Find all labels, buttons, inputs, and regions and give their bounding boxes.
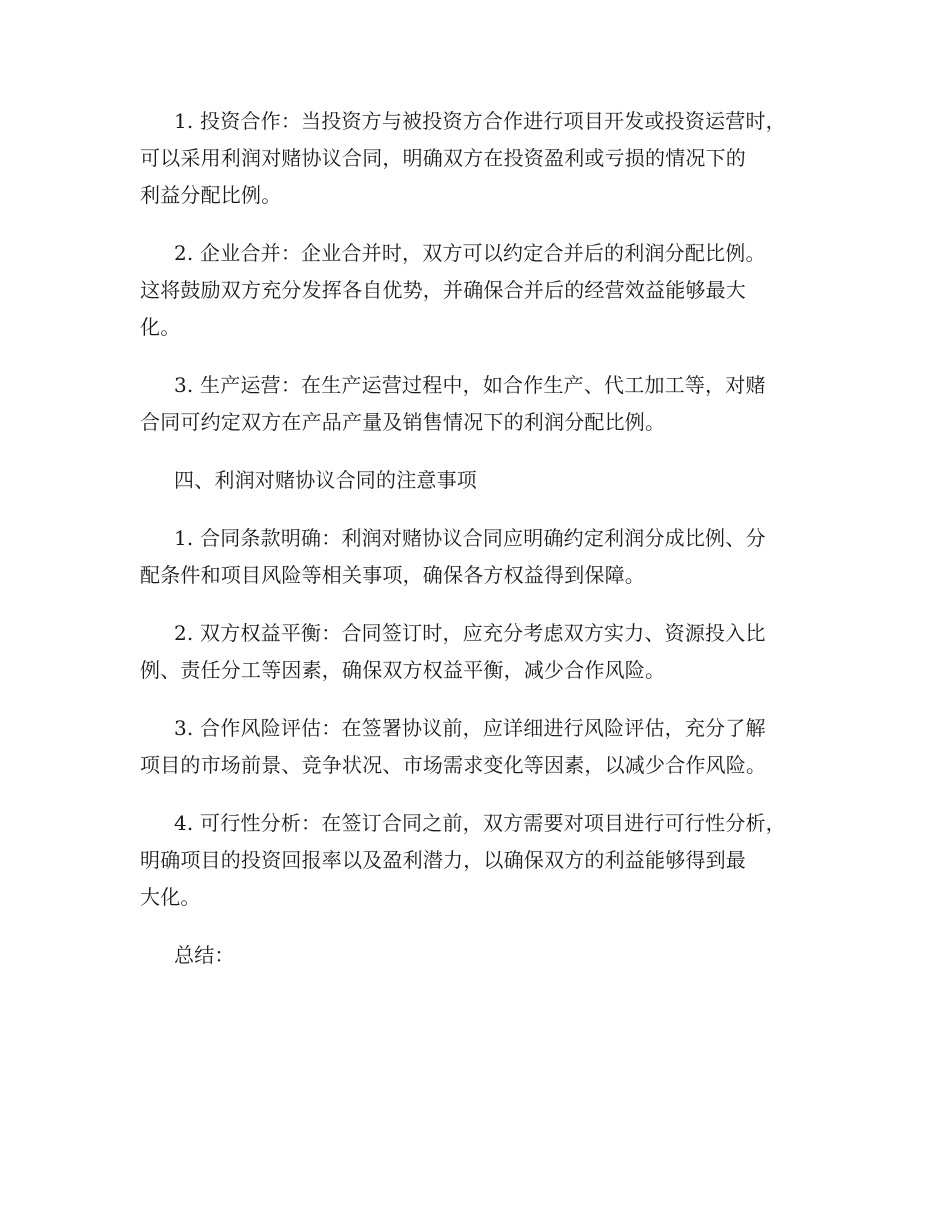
text-line: 利益分配比例。 (140, 183, 282, 207)
paragraph-production-operation (140, 367, 830, 441)
text-line: 配条件和项目风险等相关事项，确保各方权益得到保障。 (140, 563, 645, 587)
section-heading (140, 462, 830, 499)
text-line: 例、责任分工等因素，确保双方权益平衡，减少合作风险。 (140, 658, 666, 682)
text-line: 1. 合同条款明确：利润对赌协议合同应明确约定利润分成比例、分 (174, 526, 766, 550)
text-line: 4. 可行性分析：在签订合同之前，双方需要对项目进行可行性分析， (174, 811, 786, 835)
text-line: 3. 合作风险评估：在签署协议前，应详细进行风险评估，充分了解 (174, 716, 766, 740)
paragraph-enterprise-merger (140, 235, 830, 346)
text-line: 化。 (140, 315, 181, 339)
paragraph-risk-assessment (140, 710, 830, 784)
paragraph-feasibility-analysis (140, 805, 830, 916)
text-line: 可以采用利润对赌协议合同，明确双方在投资盈利或亏损的情况下的 (140, 146, 746, 170)
paragraph-clear-terms (140, 520, 830, 594)
text-line: 合同可约定双方在产品产量及销售情况下的利润分配比例。 (140, 410, 666, 434)
text-line: 这将鼓励双方充分发挥各自优势，并确保合并后的经营效益能够最大 (140, 278, 746, 302)
text-line: 2. 企业合并：企业合并时，双方可以约定合并后的利润分配比例。 (174, 241, 766, 265)
text-line: 2. 双方权益平衡：合同签订时，应充分考虑双方实力、资源投入比 (174, 621, 766, 645)
document-body (140, 103, 830, 995)
text-line: 项目的市场前景、竞争状况、市场需求变化等因素，以减少合作风险。 (140, 753, 767, 777)
section-heading-text: 四、利润对赌协议合同的注意事项 (174, 468, 477, 492)
summary-heading-text: 总结： (174, 943, 235, 967)
paragraph-summary-heading (140, 937, 830, 974)
text-line: 大化。 (140, 885, 201, 909)
text-line: 1. 投资合作：当投资方与被投资方合作进行项目开发或投资运营时， (174, 109, 786, 133)
paragraph-balance-of-rights (140, 615, 830, 689)
text-line: 3. 生产运营：在生产运营过程中，如合作生产、代工加工等，对赌 (174, 373, 766, 397)
text-line: 明确项目的投资回报率以及盈利潜力，以确保双方的利益能够得到最 (140, 848, 746, 872)
paragraph-investment-cooperation (140, 103, 830, 214)
